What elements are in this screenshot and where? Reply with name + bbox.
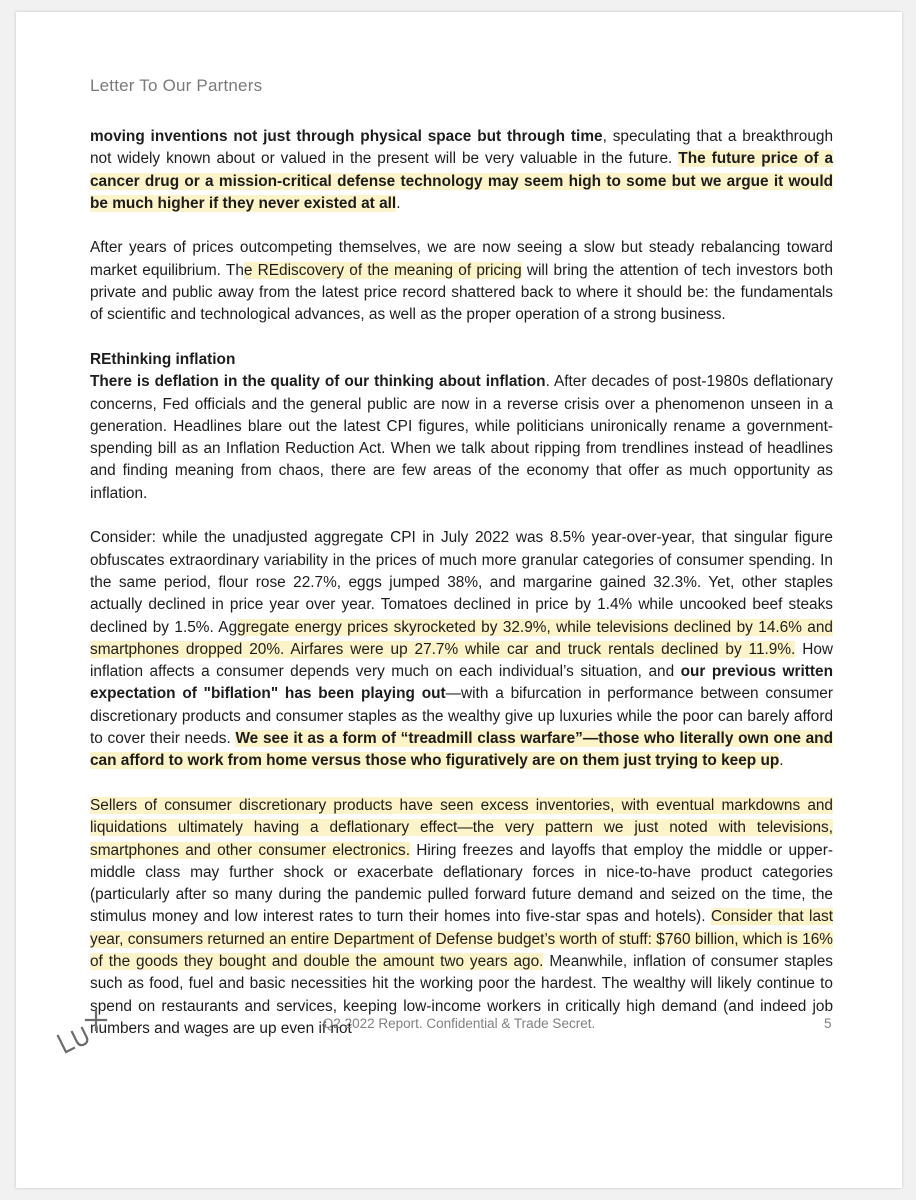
footer-confidential: Q2 2022 Report. Confidential & Trade Secret. <box>322 1016 596 1031</box>
paragraph-1 <box>90 126 833 215</box>
text-run: Meanwhile, inflation of consumer staples such as food, fuel and basic necessities hit the working poor the hardest. The wealthy will likely continue to spend on restaurants and services, keeping low-income workers in critically high demand (and indeed job numbers and wages are up even if not <box>90 952 834 1037</box>
section-heading: REthinking inflation <box>90 350 236 368</box>
bold-phrase: our previous written expectation of "biflation" has been playing out <box>90 663 833 703</box>
bold-phrase: moving inventions not just through physical space but through time <box>90 128 603 145</box>
highlighted-bold-phrase: The future price of a cancer drug or a mission-critical defense technology may seem high to some but we argue it would be much higher if they never existed at all <box>90 150 833 212</box>
text-run: . After decades of post-1980s deflationary concerns, Fed officials and the general public are now in a reverse crisis over a phenomenon unseen in a generation. Headlines blare out the latest CPI figures, while politicians unironically rename a government-spending bill as an Inflation Reduction Act. When we talk about ripping from trendlines instead of headlines and finding meaning from chaos, there are few areas of the economy that offer as much opportunity as inflation. <box>90 373 833 502</box>
text-run: Hiring freezes and layoffs that employ the middle or upper-middle class may further shock or exacerbate deflationary forces in nice-to-have product categories (particularly after so many during the pandemic pulled forward future demand and seized on the time, the stimulus money and low interest rates to turn their homes into five-star spas and hotels). <box>90 841 833 926</box>
document-page <box>16 12 902 1188</box>
highlighted-phrase: e REdiscovery of the meaning of pricing <box>243 261 522 279</box>
text-run: How inflation affects a consumer depends very much on each individual’s situation, and <box>90 640 833 681</box>
page-header-title: Letter To Our Partners <box>90 76 263 95</box>
paragraph-4 <box>90 527 833 772</box>
paragraph-3 <box>90 371 833 505</box>
text-run: After years of prices outcompeting themselves, we are now seeing a slow but steady rebalancing toward market equilibrium. Th <box>90 239 833 279</box>
letter-body <box>90 126 833 1062</box>
paragraph-2 <box>90 237 833 326</box>
highlighted-bold-phrase: We see it as a form of “treadmill class warfare”—those who literally own one and can afford to work from home versus those who figuratively are on them just trying to keep up <box>90 730 833 770</box>
highlighted-phrase: gregate energy prices skyrocketed by 32.9%, while televisions declined by 14.6% and smartphones dropped 20%. Airfares were up 27.7% while car and truck rentals declined by 11.9%. <box>90 618 833 658</box>
paragraph-5 <box>90 795 833 1040</box>
highlighted-phrase: Consider that last year, consumers returned an entire Department of Defense budget’s worth of stuff: $760 billion, which is 16% of the goods they bought and double the amount two years ago. <box>90 908 833 970</box>
text-run: . <box>779 752 784 770</box>
text-run: . <box>396 194 401 212</box>
text-run: will bring the attention of tech investors both private and public away from the latest price record shattered back to where it should be: the fundamentals of scientific and technological advances, as well as the proper operation of a strong business. <box>90 261 834 324</box>
lux-logo-icon <box>52 1006 112 1066</box>
text-run: , speculating that a breakthrough not widely known about or valued in the present will be very valuable in the future. <box>90 128 833 168</box>
text-run: —with a bifurcation in performance between consumer discretionary products and consumer staples as the wealthy give up luxuries while the poor can barely afford to cover their needs. <box>90 685 833 748</box>
page-number: 5 <box>824 1016 832 1031</box>
bold-phrase: There is deflation in the quality of our thinking about inflation <box>90 373 546 391</box>
text-run: Consider: while the unadjusted aggregate CPI in July 2022 was 8.5% year-over-year, that singular figure obfuscates extraordinary variability in the prices of much more granular categories of consumer spending. In the same period, flour rose 22.7%, eggs jumped 38%, and margarine gained 32.3%. Yet, other staples actually declined in price year over year. Tomatoes declined in price by 1.4% while uncooked beef steaks declined by 1.5%. Ag <box>90 529 833 636</box>
highlighted-phrase: Sellers of consumer discretionary products have seen excess inventories, with eventual markdowns and liquidations ultimately having a deflationary effect—the very pattern we just noted with televisions, smartphones and other consumer electronics. <box>90 796 833 859</box>
